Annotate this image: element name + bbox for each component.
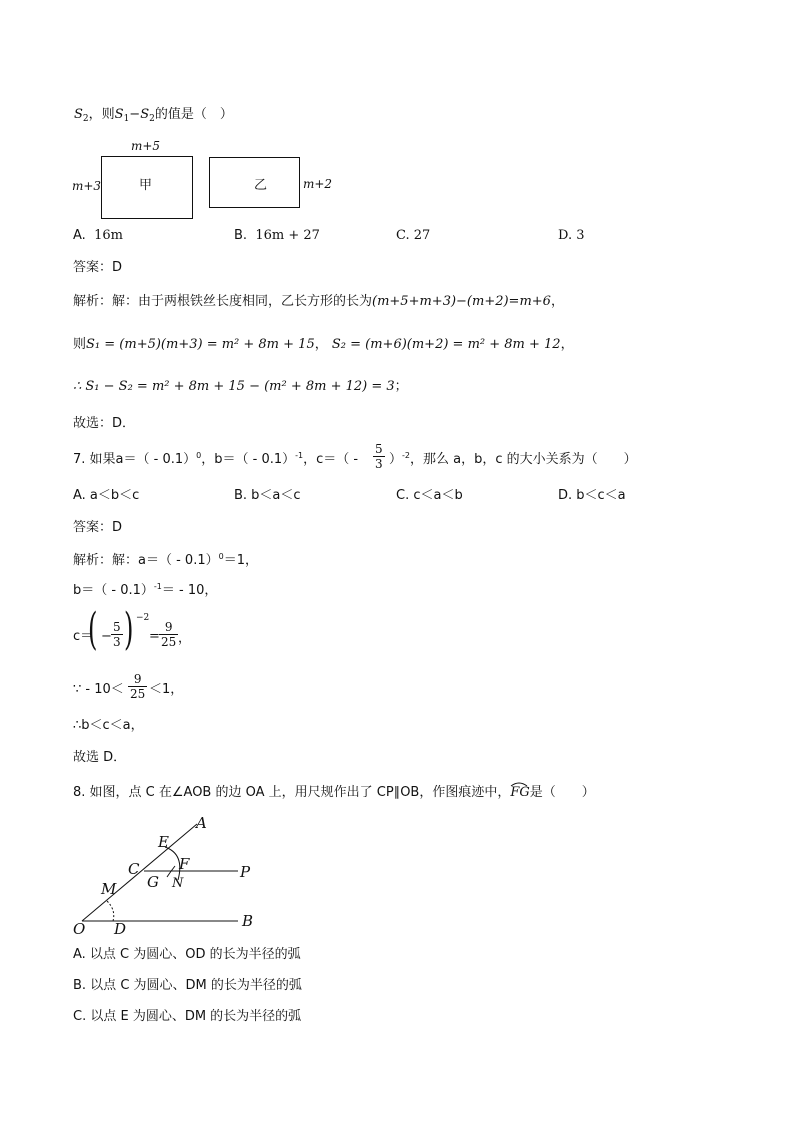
q7-line1: [73, 553, 258, 567]
q6-option-a: [73, 229, 123, 242]
q6-option-b-text: 16m + 27: [255, 228, 320, 243]
q7-line3-frac: [111, 620, 123, 649]
q7-answer: 答案：D: [73, 520, 123, 535]
q8-option-b: B. 以点 C 为圆心、DM 的长为半径的弧: [73, 978, 302, 993]
q7-line5: ∴b＜c＜a，: [73, 718, 144, 733]
q7-option-c: C. c＜a＜b: [396, 488, 463, 503]
q8-stem-arc: [510, 786, 529, 799]
q6-fig-right-label: m+2: [303, 177, 333, 191]
q7-line3-res-num: 9: [164, 620, 173, 634]
q7-option-b: B. b＜a＜c: [234, 488, 301, 503]
q8-stem-text: 8. 如图，点 C 在∠AOB 的边 OA 上，用尺规作出了 CP∥OB，作图痕迹中，: [73, 785, 511, 800]
q8-label-c: C: [128, 860, 140, 878]
q6-option-b: [234, 229, 320, 242]
q6-stem-s1: S: [114, 107, 124, 122]
q7-line3-frac-num: 5: [113, 620, 121, 634]
q7-choice: 故选 D．: [73, 750, 127, 765]
q6-analysis-line2-sep: ，: [314, 337, 328, 352]
q6-stem-s1-sub: 1: [123, 114, 130, 124]
q6-analysis-line1: [73, 295, 564, 308]
q6-analysis-line3-expr: ∴ S₁ − S₂ = m² + 8m + 15 − (m² + 8m + 12) = 3: [73, 379, 395, 394]
q6-option-c: C. 27: [396, 228, 431, 243]
q8-stem-arc-mark: [510, 781, 528, 787]
q7-stem-c-exp: -2: [402, 451, 410, 460]
q7-stem-c: ，c＝（ -: [303, 452, 359, 467]
q6-analysis-line2: [73, 338, 574, 351]
q7-line3-rparen: ): [124, 604, 134, 655]
q7-line3-res: [159, 620, 178, 649]
q7-line3-frac-den: 3: [113, 635, 121, 649]
q8-label-n: N: [172, 876, 184, 891]
q8-stem-end: 是（ ）: [529, 785, 595, 800]
q8-arc-md: [107, 901, 114, 921]
q7-line4-frac-den: 25: [130, 687, 146, 701]
q7-line3-sign: −: [101, 629, 112, 644]
q8-label-e: E: [158, 833, 169, 851]
q8-label-f: F: [179, 855, 190, 873]
q7-stem-frac-den: 3: [375, 457, 383, 471]
q8-stem-arc-label: FG: [510, 785, 530, 800]
q7-line3-lparen: (: [88, 604, 98, 655]
q7-stem-a: 7. 如果a＝（ - 0.1）: [73, 452, 197, 467]
q7-stem-end: ，那么 a，b，c 的大小关系为（ ）: [410, 452, 637, 467]
q7-line4-prefix: ∵ - 10＜: [73, 682, 124, 697]
q7-line4-frac-num: 9: [133, 672, 142, 686]
q6-stem: [74, 108, 233, 124]
q7-stem-b: ，b＝（ - 0.1）: [201, 452, 296, 467]
q7-line2: [73, 583, 217, 597]
q6-analysis-line2-end: ，: [560, 337, 574, 352]
q7-line2-exp: -1: [153, 582, 162, 591]
q7-line1-exp: 0: [218, 552, 224, 561]
q6-option-d: D. 3: [558, 228, 585, 243]
q8-option-c: C. 以点 E 为圆心、DM 的长为半径的弧: [73, 1009, 302, 1024]
q6-analysis-line2-expr1: S₁ = (m+5)(m+3) = m² + 8m + 15: [86, 337, 315, 352]
q8-figure: [70, 814, 310, 944]
q6-rect-jia-label: 甲: [139, 178, 153, 193]
q7-stem-a-exp: 0: [196, 451, 202, 460]
q7-line1-text: 解析：解：a＝（ - 0.1）: [73, 553, 219, 568]
q6-stem-s2-sub: 2: [149, 114, 155, 124]
q6-option-a-letter: A.: [73, 228, 86, 243]
q8-label-o: O: [73, 920, 86, 938]
q6-fig-top-label: m+5: [131, 139, 161, 153]
q6-stem-minus: −: [129, 107, 141, 122]
q6-analysis-line1-end: ，: [550, 294, 564, 309]
q6-rect-yi-label: 乙: [254, 178, 268, 193]
q6-analysis-line3: [73, 380, 408, 393]
q7-stem: [73, 452, 358, 466]
q7-line1-end: ＝1，: [223, 553, 258, 568]
q6-answer: 答案：D: [73, 260, 123, 275]
q8-stem: [73, 786, 595, 799]
q7-line2-text: b＝（ - 0.1）: [73, 583, 154, 598]
q6-analysis-line2-prefix: 则: [73, 337, 87, 352]
q8-label-g: G: [147, 873, 159, 891]
q7-stem-rest: [389, 452, 637, 466]
q7-stem-b-exp: -1: [295, 451, 304, 460]
q7-line3-res-den: 25: [161, 635, 177, 649]
q8-label-p: P: [240, 863, 251, 881]
q7-stem-frac-num: 5: [375, 442, 383, 456]
q6-choice: 故选：D．: [73, 416, 136, 431]
q8-label-m: M: [101, 880, 117, 898]
q7-line3-end: ，: [178, 631, 192, 646]
q8-label-b: B: [242, 912, 254, 930]
q7-line4-end: ＜1，: [149, 682, 184, 697]
q7-option-a: A. a＜b＜c: [73, 488, 140, 503]
q6-analysis-line2-expr2: S₂ = (m+6)(m+2) = m² + 8m + 12: [331, 337, 561, 352]
q6-stem-s2: S: [140, 107, 150, 122]
q6-stem-end: 的值是（ ）: [154, 107, 233, 122]
q6-stem-then: ，则: [88, 107, 115, 122]
q7-line3-exp: −2: [136, 613, 150, 623]
q6-stem-s: S: [74, 107, 83, 122]
q6-option-a-text: 16m: [94, 228, 123, 243]
q6-analysis-line3-end: ；: [394, 379, 408, 394]
q8-label-d: D: [114, 920, 127, 938]
q7-line3-prefix: c＝: [73, 629, 94, 644]
q7-line2-end: ＝ - 10，: [161, 583, 218, 598]
q8-label-a: A: [196, 814, 207, 832]
q7-line4-frac: [128, 672, 147, 701]
q6-fig-left-label: m+3: [72, 179, 102, 193]
q7-option-d: D. b＜c＜a: [558, 488, 626, 503]
q7-stem-c-close: ）: [389, 452, 403, 467]
q6-analysis-line1-prefix: 解析：解：由于两根铁丝长度相同，乙长方形的长为: [73, 294, 373, 309]
q6-analysis-line1-expr: (m+5+m+3)−(m+2)=m+6: [372, 294, 551, 309]
q7-stem-frac: [373, 442, 385, 471]
q6-stem-s-sub: 2: [82, 114, 89, 124]
q7-line3-eq: =: [149, 629, 160, 644]
q6-option-b-letter: B.: [234, 228, 248, 243]
q8-option-a: A. 以点 C 为圆心、OD 的长为半径的弧: [73, 947, 301, 962]
